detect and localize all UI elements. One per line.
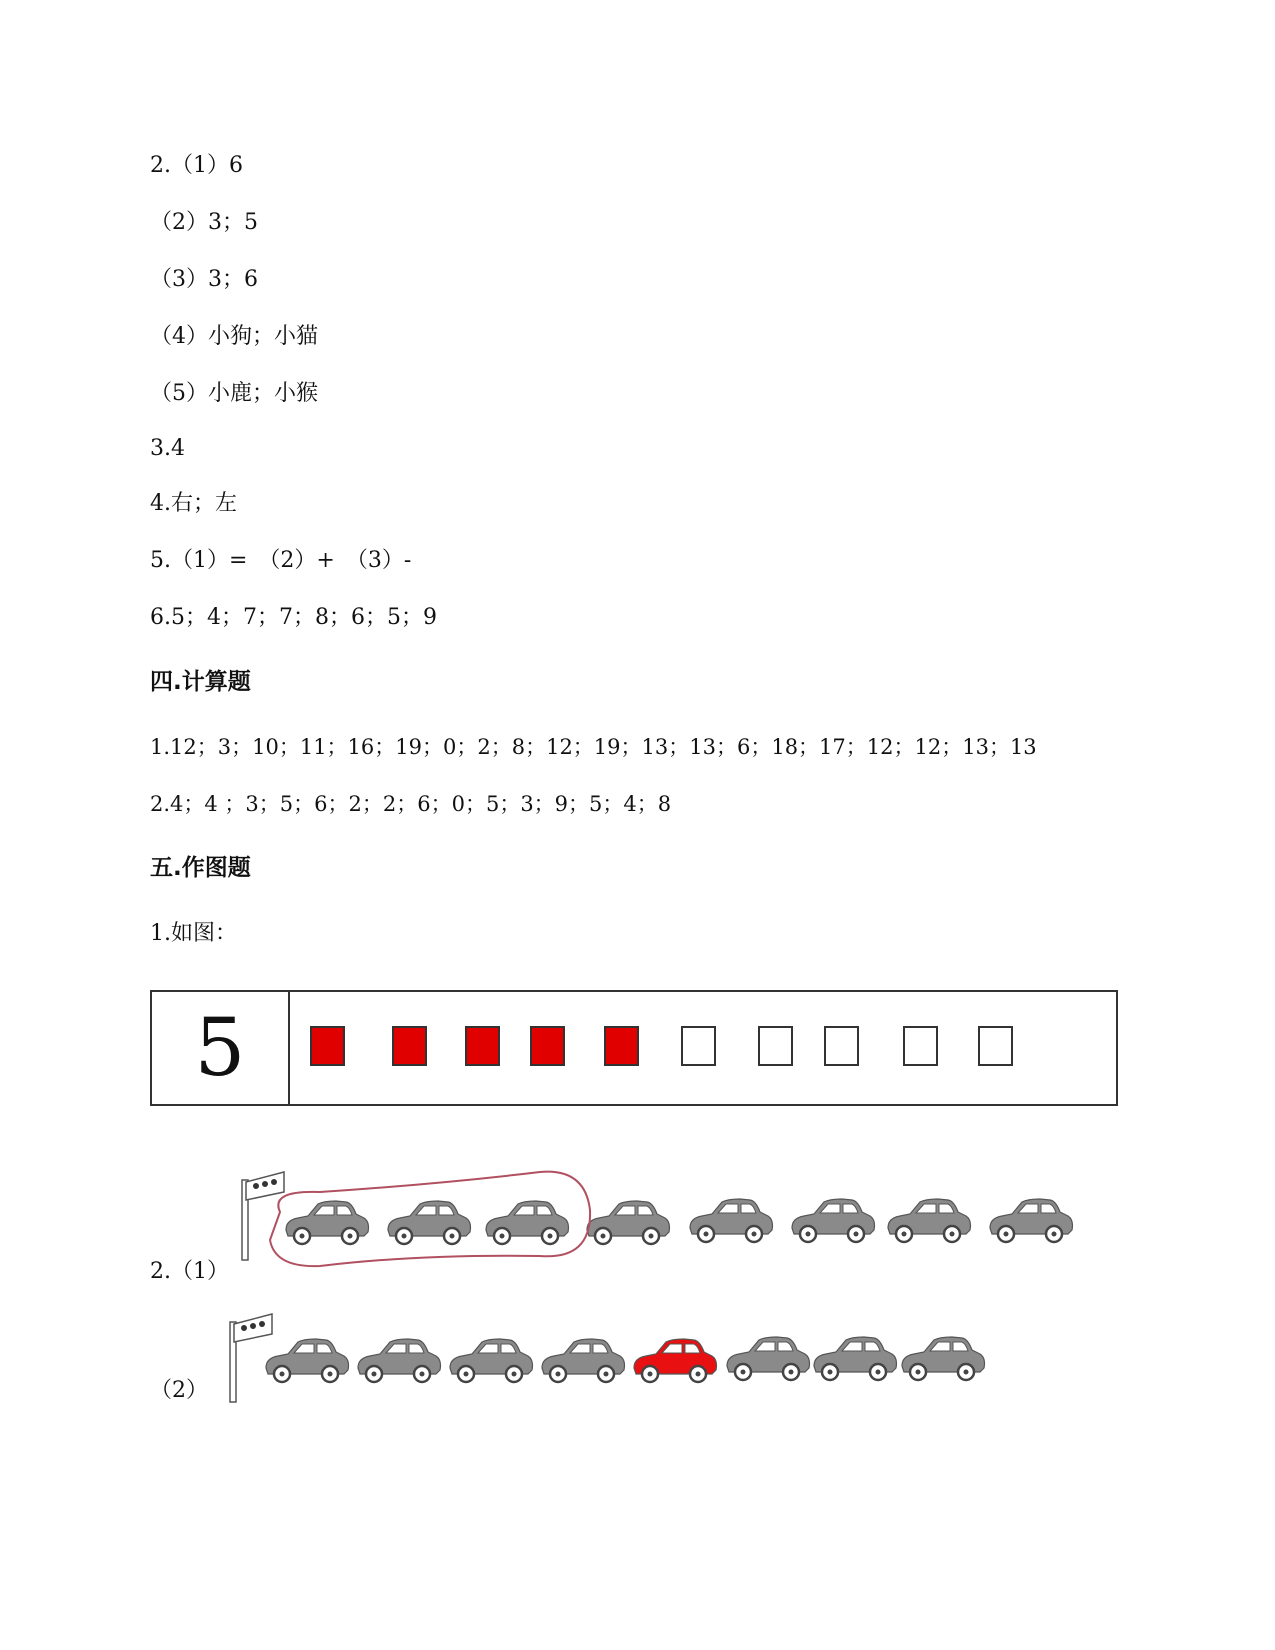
car-icon <box>388 1201 471 1244</box>
answer-2-4: （4）小狗；小猫 <box>150 324 318 349</box>
answer-4: 4.右；左 <box>150 491 237 516</box>
draw-answer-1-label: 1.如图： <box>150 921 237 946</box>
car-icon <box>587 1201 670 1244</box>
count-number: 5 <box>194 1001 246 1094</box>
empty-square <box>758 1026 793 1066</box>
car-icon <box>792 1199 875 1242</box>
car-icon <box>690 1199 773 1242</box>
car-icon <box>814 1337 897 1380</box>
car-icon <box>888 1199 971 1242</box>
filled-square <box>465 1026 500 1066</box>
car-icon <box>286 1201 369 1244</box>
answer-3: 3.4 <box>150 436 185 461</box>
car-icon <box>358 1339 441 1382</box>
filled-square <box>310 1026 345 1066</box>
car-row-1 <box>240 1170 1100 1295</box>
empty-square <box>824 1026 859 1066</box>
empty-square <box>978 1026 1013 1066</box>
filled-square <box>604 1026 639 1066</box>
filled-square <box>530 1026 565 1066</box>
section-4-title: 四.计算题 <box>150 669 251 695</box>
car-icon <box>450 1339 533 1382</box>
car-icon <box>727 1337 810 1380</box>
empty-square <box>903 1026 938 1066</box>
red-car-icon <box>634 1339 717 1382</box>
car-icon <box>542 1339 625 1382</box>
car-icon <box>486 1201 569 1244</box>
answer-2-1: 2.（1）6 <box>150 153 243 178</box>
count-figure <box>150 990 1118 1106</box>
car-icon <box>266 1339 349 1382</box>
car-icon <box>902 1337 985 1380</box>
traffic-sign-icon <box>230 1314 272 1402</box>
draw-answer-2-1-label: 2.（1） <box>150 1259 229 1284</box>
empty-square <box>681 1026 716 1066</box>
answer-5: 5.（1）= （2）+ （3）- <box>150 548 412 573</box>
car-icon <box>990 1199 1073 1242</box>
answer-2-2: （2）3；5 <box>150 210 258 235</box>
answer-2-3: （3）3；6 <box>150 267 258 292</box>
answer-6: 6.5；4；7；7；8；6；5；9 <box>150 605 437 630</box>
calc-answer-2: 2.4；4 ；3；5；6；2；2；6；0；5；3；9；5；4；8 <box>150 792 672 816</box>
car-row-2 <box>228 1312 1008 1422</box>
calc-answer-1: 1.12；3；10；11；16；19；0；2；8；12；19；13；13；6；18；17；12；12；13；13 <box>150 735 1037 759</box>
section-5-title: 五.作图题 <box>150 855 251 881</box>
filled-square <box>392 1026 427 1066</box>
draw-answer-2-2-label: （2） <box>150 1378 208 1403</box>
figure-divider <box>288 992 290 1104</box>
answer-2-5: （5）小鹿；小猴 <box>150 381 318 406</box>
